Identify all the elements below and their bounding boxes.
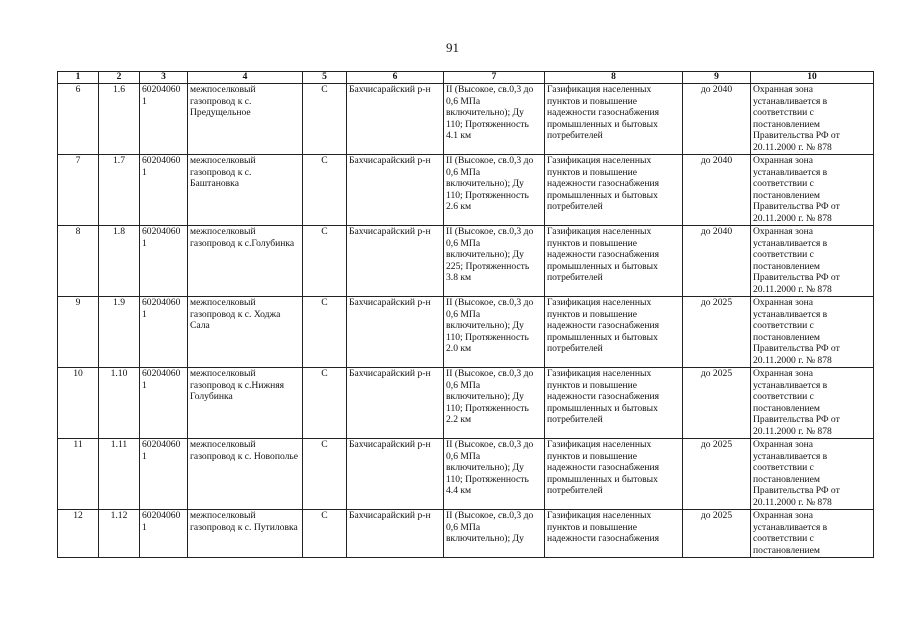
cell-deadline: до 2040 bbox=[683, 226, 751, 297]
cell-code: 1.10 bbox=[99, 368, 140, 439]
cell-protection-zone: Охранная зона устанавливается в соответствии с постановлением Правительства РФ от 20.11.2000 г. № 878 bbox=[751, 84, 874, 155]
cell-status: С bbox=[303, 510, 347, 558]
cell-protection-zone: Охранная зона устанавливается в соответствии с постановлением Правительства РФ от 20.11.2000 г. № 878 bbox=[751, 368, 874, 439]
cell-purpose: Газификация населенных пунктов и повышение надежности газоснабжения промышленных и бытовых потребителей bbox=[545, 297, 683, 368]
cell-location: Бахчисарайский р-н bbox=[347, 297, 444, 368]
col-header-2: 2 bbox=[99, 72, 140, 84]
cell-parameters: II (Высокое, св.0,3 до 0,6 МПа включительно); Ду 110; Протяженность 4.4 км bbox=[444, 439, 545, 510]
cell-status: С bbox=[303, 226, 347, 297]
header-row bbox=[58, 72, 874, 84]
cell-status: С bbox=[303, 439, 347, 510]
cell-number: 9 bbox=[58, 297, 99, 368]
cell-protection-zone: Охранная зона устанавливается в соответствии с постановлением Правительства РФ от 20.11.2000 г. № 878 bbox=[751, 226, 874, 297]
cell-location: Бахчисарайский р-н bbox=[347, 368, 444, 439]
cell-object-name: межпоселковый газопровод к с. Баштановка bbox=[188, 155, 303, 226]
col-header-4: 4 bbox=[188, 72, 303, 84]
cell-purpose: Газификация населенных пунктов и повышение надежности газоснабжения промышленных и бытовых потребителей bbox=[545, 439, 683, 510]
cell-parameters: II (Высокое, св.0,3 до 0,6 МПа включительно); Ду 110; Протяженность 2.6 км bbox=[444, 155, 545, 226]
col-header-8: 8 bbox=[545, 72, 683, 84]
col-header-9: 9 bbox=[683, 72, 751, 84]
cell-protection-zone: Охранная зона устанавливается в соответствии с постановлением Правительства РФ от 20.11.2000 г. № 878 bbox=[751, 155, 874, 226]
cell-code: 1.7 bbox=[99, 155, 140, 226]
cell-object-name: межпоселковый газопровод к с.Нижняя Голубинка bbox=[188, 368, 303, 439]
cell-parameters: II (Высокое, св.0,3 до 0,6 МПа включительно); Ду 225; Протяженность 3.8 км bbox=[444, 226, 545, 297]
cell-deadline: до 2025 bbox=[683, 368, 751, 439]
cell-status: С bbox=[303, 368, 347, 439]
cell-protection-zone: Охранная зона устанавливается в соответствии с постановлением bbox=[751, 510, 874, 558]
cell-status: С bbox=[303, 155, 347, 226]
cell-deadline: до 2025 bbox=[683, 297, 751, 368]
cell-location: Бахчисарайский р-н bbox=[347, 439, 444, 510]
cell-number: 8 bbox=[58, 226, 99, 297]
cell-parameters: II (Высокое, св.0,3 до 0,6 МПа включительно); Ду 110; Протяженность 2.2 км bbox=[444, 368, 545, 439]
cell-object-name: межпоселковый газопровод к с. Предущельное bbox=[188, 84, 303, 155]
cell-parameters: II (Высокое, св.0,3 до 0,6 МПа включительно); Ду 110; Протяженность 2.0 км bbox=[444, 297, 545, 368]
table-row bbox=[58, 155, 874, 226]
col-header-1: 1 bbox=[58, 72, 99, 84]
cell-oktmo: 602040601 bbox=[140, 368, 188, 439]
cell-object-name: межпоселковый газопровод к с. Ходжа Сала bbox=[188, 297, 303, 368]
cell-oktmo: 602040601 bbox=[140, 439, 188, 510]
cell-purpose: Газификация населенных пунктов и повышение надежности газоснабжения промышленных и бытовых потребителей bbox=[545, 84, 683, 155]
col-header-5: 5 bbox=[303, 72, 347, 84]
cell-code: 1.9 bbox=[99, 297, 140, 368]
cell-purpose: Газификация населенных пунктов и повышение надежности газоснабжения промышленных и бытовых потребителей bbox=[545, 368, 683, 439]
cell-code: 1.12 bbox=[99, 510, 140, 558]
cell-purpose: Газификация населенных пунктов и повышение надежности газоснабжения bbox=[545, 510, 683, 558]
table-row bbox=[58, 226, 874, 297]
col-header-3: 3 bbox=[140, 72, 188, 84]
cell-location: Бахчисарайский р-н bbox=[347, 84, 444, 155]
cell-code: 1.11 bbox=[99, 439, 140, 510]
cell-protection-zone: Охранная зона устанавливается в соответствии с постановлением Правительства РФ от 20.11.2000 г. № 878 bbox=[751, 439, 874, 510]
table-row bbox=[58, 368, 874, 439]
cell-protection-zone: Охранная зона устанавливается в соответствии с постановлением Правительства РФ от 20.11.2000 г. № 878 bbox=[751, 297, 874, 368]
gas-pipeline-registry-table bbox=[57, 71, 874, 558]
cell-deadline: до 2025 bbox=[683, 439, 751, 510]
cell-oktmo: 602040601 bbox=[140, 84, 188, 155]
cell-deadline: до 2040 bbox=[683, 84, 751, 155]
cell-number: 10 bbox=[58, 368, 99, 439]
cell-status: С bbox=[303, 297, 347, 368]
cell-status: С bbox=[303, 84, 347, 155]
cell-object-name: межпоселковый газопровод к с. Путиловка bbox=[188, 510, 303, 558]
col-header-7: 7 bbox=[444, 72, 545, 84]
cell-location: Бахчисарайский р-н bbox=[347, 155, 444, 226]
cell-oktmo: 602040601 bbox=[140, 297, 188, 368]
cell-location: Бахчисарайский р-н bbox=[347, 510, 444, 558]
col-header-10: 10 bbox=[751, 72, 874, 84]
cell-parameters: II (Высокое, св.0,3 до 0,6 МПа включительно); Ду bbox=[444, 510, 545, 558]
cell-oktmo: 602040601 bbox=[140, 226, 188, 297]
cell-number: 12 bbox=[58, 510, 99, 558]
table-row bbox=[58, 439, 874, 510]
cell-number: 11 bbox=[58, 439, 99, 510]
cell-oktmo: 602040601 bbox=[140, 155, 188, 226]
table-row bbox=[58, 510, 874, 558]
cell-deadline: до 2040 bbox=[683, 155, 751, 226]
cell-parameters: II (Высокое, св.0,3 до 0,6 МПа включительно); Ду 110; Протяженность 4.1 км bbox=[444, 84, 545, 155]
page-number: 91 bbox=[446, 40, 459, 55]
cell-number: 7 bbox=[58, 155, 99, 226]
cell-oktmo: 602040601 bbox=[140, 510, 188, 558]
cell-location: Бахчисарайский р-н bbox=[347, 226, 444, 297]
table-row bbox=[58, 84, 874, 155]
cell-deadline: до 2025 bbox=[683, 510, 751, 558]
cell-purpose: Газификация населенных пунктов и повышение надежности газоснабжения промышленных и бытовых потребителей bbox=[545, 155, 683, 226]
cell-code: 1.6 bbox=[99, 84, 140, 155]
cell-object-name: межпоселковый газопровод к с. Новополье bbox=[188, 439, 303, 510]
cell-purpose: Газификация населенных пунктов и повышение надежности газоснабжения промышленных и бытовых потребителей bbox=[545, 226, 683, 297]
cell-number: 6 bbox=[58, 84, 99, 155]
cell-object-name: межпоселковый газопровод к с.Голубинка bbox=[188, 226, 303, 297]
col-header-6: 6 bbox=[347, 72, 444, 84]
table-row bbox=[58, 297, 874, 368]
cell-code: 1.8 bbox=[99, 226, 140, 297]
